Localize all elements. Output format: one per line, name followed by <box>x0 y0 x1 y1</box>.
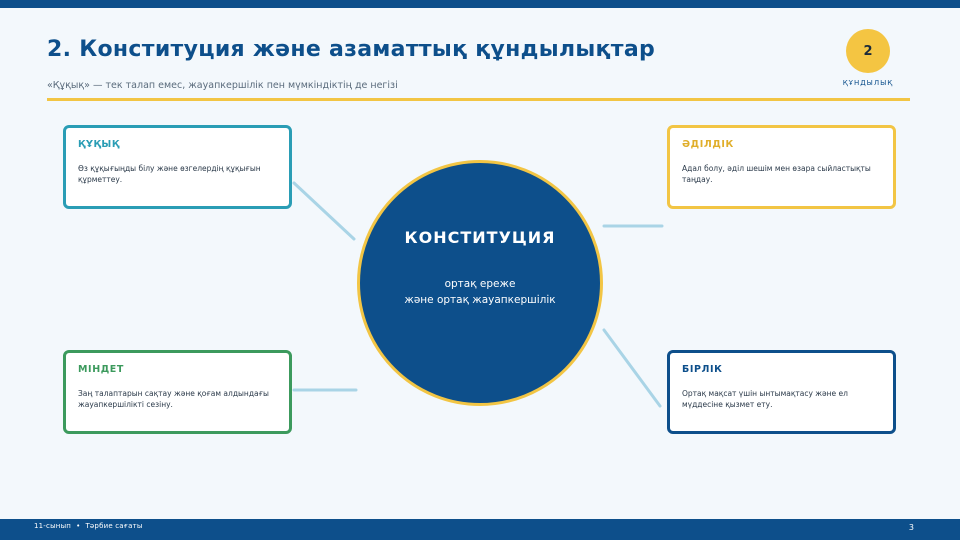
bottom-band <box>0 519 960 540</box>
card-unity-text: Ортақ мақсат үшін ынтымақтасу және ел мүддесіне қызмет ету. <box>682 389 848 409</box>
constitution-circle <box>357 160 603 406</box>
connector-unity <box>604 330 660 406</box>
footer-separator: • <box>76 522 81 530</box>
card-unity <box>667 350 896 434</box>
footer-caption <box>34 522 143 530</box>
constitution-line-2: және ортақ жауапкершілік <box>404 294 556 306</box>
card-duty-text: Заң талаптарын сақтау және қоғам алдындағы жауапкершілікті сезіну. <box>78 389 269 409</box>
card-rights-text: Өз құқығыңды білу және өзгелердің құқығын құрметтеу. <box>78 164 261 184</box>
page-title: 2. Конституция және азаматтық құндылықтар <box>47 37 656 62</box>
page-number: 3 <box>908 523 914 532</box>
card-duty <box>63 350 292 434</box>
card-justice-title: ӘДІЛДІК <box>682 139 734 150</box>
card-justice <box>667 125 896 209</box>
connector-rights <box>294 183 354 239</box>
card-unity-title: БІРЛІК <box>682 364 723 375</box>
constitution-line-1: ортақ ереже <box>444 278 516 290</box>
card-rights-title: ҚҰҚЫҚ <box>78 139 120 150</box>
card-justice-text: Адал болу, әділ шешім мен өзара сыйластықты таңдау. <box>682 164 871 184</box>
footer-grade: 11-сынып <box>34 522 72 530</box>
page-subtitle: «Құқық» — тек талап емес, жауапкершілік пен мүмкіндіктің де негізі <box>47 80 398 91</box>
constitution-title: КОНСТИТУЦИЯ <box>404 228 556 247</box>
section-badge-caption: ҚҰНДЫЛЫҚ <box>842 79 894 87</box>
card-duty-title: МІНДЕТ <box>78 364 124 375</box>
footer-lesson: Тәрбие сағаты <box>85 522 143 530</box>
card-rights <box>63 125 292 209</box>
section-badge-number: 2 <box>863 43 873 59</box>
